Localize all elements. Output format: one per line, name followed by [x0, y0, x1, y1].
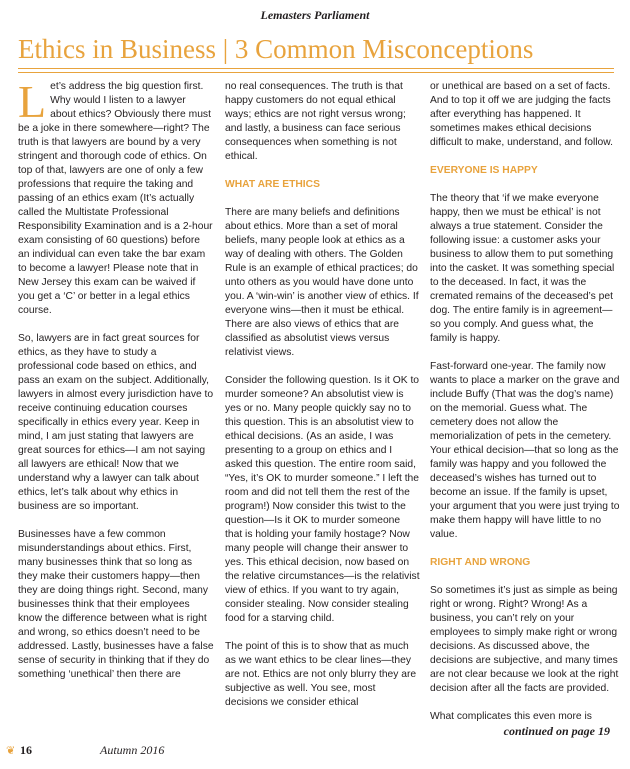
- paragraph: no real consequences. The truth is that happy customers do not equal ethical ways; ethics are not right versus wrong; and lastly, a business can face serious consequences when something is not ethical.: [225, 81, 406, 162]
- paragraph: So, lawyers are in fact great sources for ethics, as they have to study a professional code based on ethics, and pass an exam on the subject. Additionally, lawyers in almost every jurisdiction have to receive continuing education courses specifically in ethics every year. Keep in mind, I am just stating that lawyers are great sources for ethics—I am not saying all lawyers are ethical! Now that we understand why a lawyer can talk about ethics, let’s talk about why ethics in business are so important.: [18, 333, 214, 512]
- section-heading: RIGHT AND WRONG: [430, 557, 531, 568]
- paragraph: or unethical are based on a set of facts. And to top it off we are judging the facts after everything has happened. It sometimes makes ethical decisions difficult to make, understand, and follow.: [430, 81, 613, 148]
- title-rule-top: [18, 68, 614, 69]
- section-heading: EVERYONE IS HAPPY: [430, 165, 538, 176]
- paragraph: Let’s address the big question first. Why would I listen to a lawyer about ethics? Obviously there must be a joke in there somewhere—right? The truth is that lawyers are bound by a very stringent and thorough code of ethics. On top of that, lawyers are one of only a few professions that require the taking and passing of an ethics exam (It’s actually called the Multistate Professional Responsibility Examination and is a 2-hour exam consisting of 60 questions) before an individual can even take the bar exam to become a lawyer! Please note that in New Jersey this exam can be waived if you get a ‘C’ or better in a legal ethics course.: [18, 76, 213, 316]
- paragraph: Consider the following question. Is it OK to murder someone? An absolutist view is yes or no. Many people quickly say no to this question. This is an absolutist view to ethical decisions. (As an aside, I was presenting to a group on ethics and I asked this question. The entire room said, “Yes, it’s OK to murder someone.” I left the room and did not tell them the rest of the program!) Now consider this twist to the question—Is it OK to murder someone that is holding your family hostage? Now many people will change their answer to yes. This ethical decision, now based on the relative circumstances—is the relativist view of ethics. If you want to try again, consider stealing. Now consider stealing food for a starving child.: [225, 375, 420, 624]
- section-heading: WHAT ARE ETHICS: [225, 179, 320, 190]
- page-footer: [0, 742, 630, 762]
- paragraph: So sometimes it’s just as simple as being right or wrong. Right? Wrong! As a business, you can’t rely on your employees to simply make right or wrong decisions. As discussed above, the decisions are subjective, and many times are not clear because we look at the right decision after all the facts are provided.: [430, 585, 619, 694]
- paragraph: The point of this is to show that as much as we want ethics to be clear lines—they are not. Ethics are not only blurry they are subjective as well. You see, most decisions we consider ethical: [225, 641, 417, 708]
- fleur-icon: ❦: [6, 745, 16, 757]
- column-2: [225, 80, 420, 724]
- article-title: Ethics in Business | 3 Common Misconceptions: [18, 34, 534, 64]
- page-number: 16: [20, 743, 32, 757]
- paragraph: The theory that ‘if we make everyone happy, then we must be ethical’ is not always a true statement. Consider the following issue: a customer asks your business to allow them to put something into the casket. It was something special to the deceased. In fact, it was the cremated remains of the deceased’s pet dog. The entire family is in agreement—so you comply. And guess what, the family is happy.: [430, 193, 615, 344]
- issue-season: Autumn 2016: [100, 743, 165, 757]
- drop-cap: L: [18, 76, 47, 127]
- paragraph: Fast-forward one-year. The family now wants to place a marker on the grave and include Buffy (That was the dog’s name) on the memorial. Guess what. The cemetery does not allow the memorialization of pets in the cemetery. Your ethical decision—that so long as the family was happy and you followed the deceased’s wishes has turned out to become an issue. If the family is upset, your argument that you were just trying to make them happy will have little to no value.: [430, 361, 620, 540]
- paragraph: There are many beliefs and definitions about ethics. More than a set of moral beliefs, many people look at ethics as a way of dealing with others. The Golden Rule is an example of ethical practices; do unto others as you would have done unto you. A ‘win-win’ is another view of ethics. If everyone wins—then it must be ethical. There are also views of ethics that are classified as absolutist views versus relativist views.: [225, 207, 419, 358]
- column-1: [18, 76, 214, 696]
- title-rule-bottom: [18, 72, 614, 73]
- column-3: [430, 80, 620, 738]
- paragraph: Businesses have a few common misunderstandings about ethics. First, many businesses think that so long as they make their customers happy—then they are doing things right. Second, many businesses think that their employees know the difference between what is right and wrong, so ethics doesn’t need to be addressed. Lastly, businesses have a false sense of security in thinking that if they do something ‘unethical’ then there are: [18, 529, 214, 680]
- publication-header: Lemasters Parliament: [260, 8, 370, 22]
- paragraph: What complicates this even more is: [430, 711, 592, 722]
- continued-note: continued on page 19: [503, 724, 610, 738]
